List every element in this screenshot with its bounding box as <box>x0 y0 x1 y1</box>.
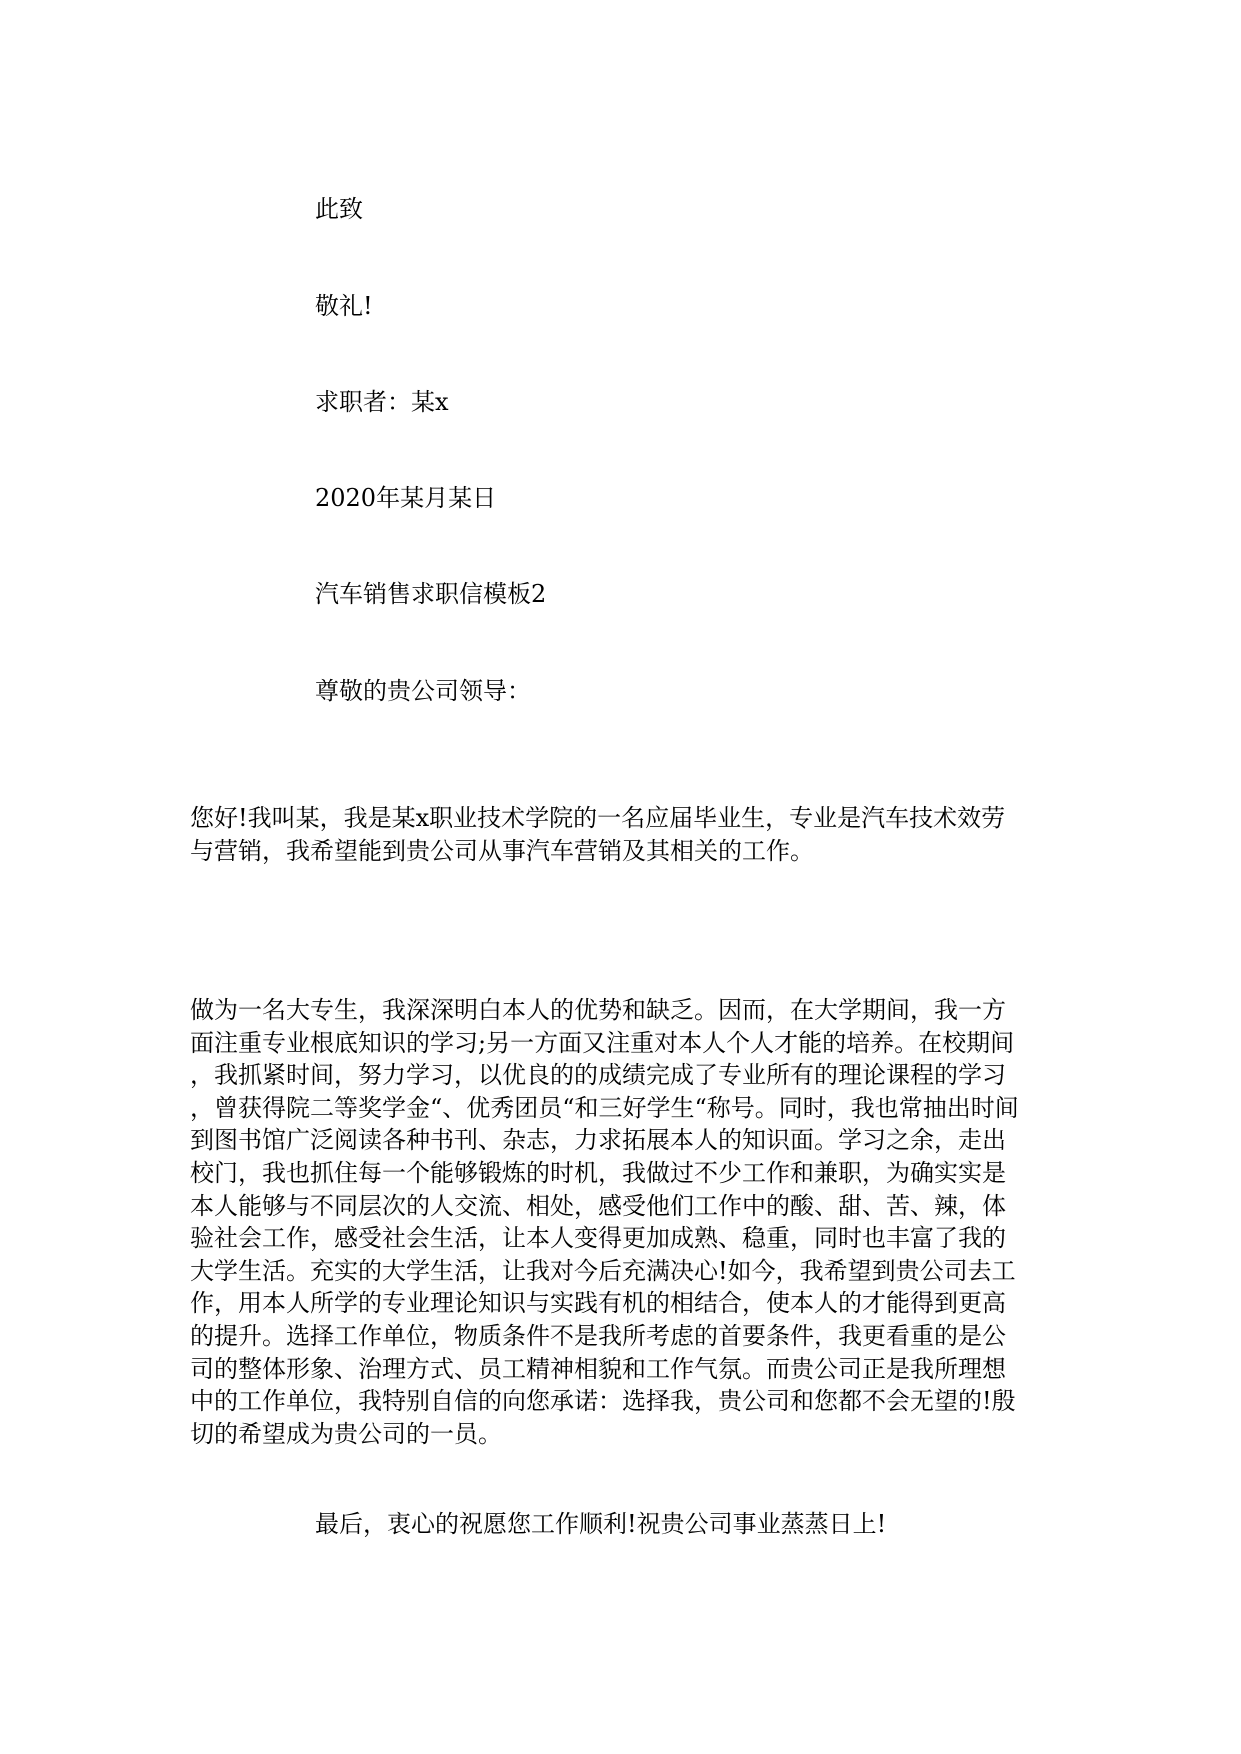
body-line: 做为一名大专生，我深深明白本人的优势和缺乏。因而，在大学期间，我一方 <box>190 996 1006 1024</box>
body-line: 司的整体形象、治理方式、员工精神相貌和工作气氛。而贵公司正是我所理想 <box>190 1354 1006 1383</box>
body-line: 切的希望成为贵公司的一员。 <box>190 1419 502 1448</box>
body-line: ，曾获得院二等奖学金“、优秀团员“和三好学生“称号。同时，我也常抽出时间 <box>190 1093 1019 1122</box>
body-line: 面注重专业根底知识的学习;另一方面又注重对本人个人才能的培养。在校期间 <box>190 1028 1015 1057</box>
signature-line: 求职者：某x <box>315 388 449 416</box>
wishes-line: 最后，衷心的祝愿您工作顺利!祝贵公司事业蒸蒸日上! <box>315 1510 887 1538</box>
body-line: 中的工作单位，我特别自信的向您承诺：选择我，贵公司和您都不会无望的!殷 <box>190 1387 1016 1416</box>
body-paragraph <box>190 994 1050 1450</box>
date-line: 2020年某月某日 <box>315 484 497 512</box>
salutation-line: 尊敬的贵公司领导： <box>315 677 531 705</box>
closing-line-1: 此致 <box>315 195 363 223</box>
section-title: 汽车销售求职信模板2 <box>315 580 547 608</box>
body-line: 验社会工作，感受社会生活，让本人变得更加成熟、稳重，同时也丰富了我的 <box>190 1224 1006 1253</box>
closing-line-2: 敬礼! <box>315 292 373 320</box>
intro-line: 您好!我叫某，我是某x职业技术学院的一名应届毕业生，专业是汽车技术效劳 <box>190 804 1006 832</box>
body-line: 的提升。选择工作单位，物质条件不是我所考虑的首要条件，我更看重的是公 <box>190 1321 1006 1350</box>
body-line: ，我抓紧时间，努力学习，以优良的的成绩完成了专业所有的理论课程的学习 <box>190 1061 1006 1090</box>
body-line: 校门，我也抓住每一个能够锻炼的时机，我做过不少工作和兼职，为确实实是 <box>190 1158 1006 1187</box>
body-line: 本人能够与不同层次的人交流、相处，感受他们工作中的酸、甜、苦、辣，体 <box>190 1191 1006 1220</box>
intro-line: 与营销，我希望能到贵公司从事汽车营销及其相关的工作。 <box>190 836 814 865</box>
body-line: 大学生活。充实的大学生活，让我对今后充满决心!如今，我希望到贵公司去工 <box>190 1256 1016 1285</box>
body-line: 作，用本人所学的专业理论知识与实践有机的相结合，使本人的才能得到更高 <box>190 1289 1006 1318</box>
body-line: 到图书馆广泛阅读各种书刊、杂志，力求拓展本人的知识面。学习之余，走出 <box>190 1126 1006 1155</box>
intro-paragraph <box>190 802 1050 867</box>
